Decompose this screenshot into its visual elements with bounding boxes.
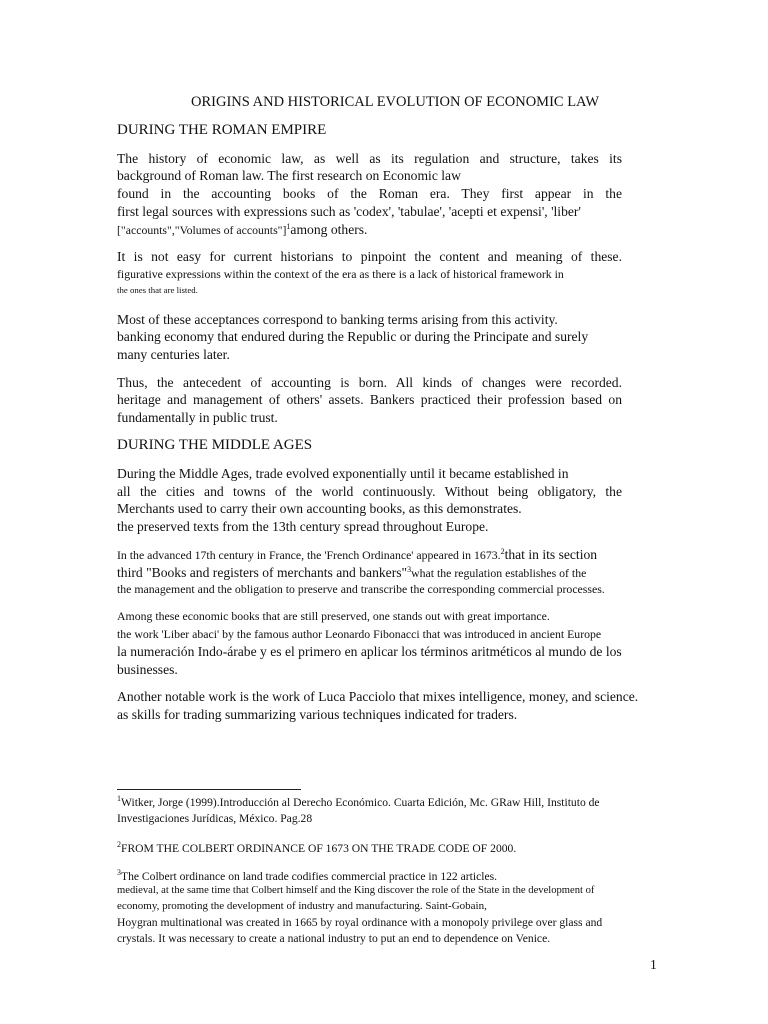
page-number: 1: [650, 957, 657, 972]
paragraph-6-line-2-end: what the regulation establishes of the: [411, 566, 587, 580]
footnote-2-text: FROM THE COLBERT ORDINANCE OF 1673 ON THE TRADE CODE OF 2000.: [121, 842, 517, 855]
paragraph-7-line-2: the work 'Liber abaci' by the famous author Leonardo Fibonacci that was introduced in ancient Europe: [117, 627, 602, 641]
paragraph-2-line-3: the ones that are listed.: [117, 285, 198, 295]
footnote-2: [117, 842, 516, 855]
roman-accounts-terms: ["accounts","Volumes of accounts"]: [117, 223, 287, 237]
paragraph-5-line-2: all the cities and towns of the world continuously. Without being obligatory, the: [117, 484, 622, 499]
french-ordinance-text: In the advanced 17th century in France, the 'French Ordinance' appeared in 1673.: [117, 548, 501, 562]
paragraph-4-line-1: Thus, the antecedent of accounting is born. All kinds of changes were recorded.: [117, 375, 622, 390]
paragraph-1-line-4: first legal sources with expressions such as 'codex', 'tabulae', 'acepti et expensi', 'liber': [117, 204, 581, 219]
footnote-3-line-5: crystals. It was necessary to create a national industry to put an end to dependence on Venice.: [117, 932, 551, 945]
footnote-1-line-1: [117, 796, 600, 809]
footnote-1-text: Witker, Jorge (1999).Introducción al Derecho Económico. Cuarta Edición, Mc. GRaw Hill, Instituto de: [121, 796, 600, 809]
paragraph-1-line-5-end: among others.: [290, 222, 368, 237]
footnote-3-line-4: Hoygran multinational was created in 1665 by royal ordinance with a monopoly privilege over glass and: [117, 916, 603, 929]
books-registers-title: third "Books and registers of merchants and bankers": [117, 565, 408, 580]
footnote-1-line-2: Investigaciones Jurídicas, México. Pag.28: [117, 812, 313, 825]
footnote-separator: [117, 789, 301, 790]
paragraph-5-line-1: During the Middle Ages, trade evolved exponentially until it became established in: [117, 466, 569, 481]
paragraph-8-line-2: as skills for trading summarizing various techniques indicated for traders.: [117, 707, 518, 722]
section-heading-middle-ages: DURING THE MIDDLE AGES: [117, 437, 313, 453]
paragraph-8-line-1: Another notable work is the work of Luca Pacciolo that mixes intelligence, money, and science.: [117, 689, 639, 704]
paragraph-6-line-3: the management and the obligation to preserve and transcribe the corresponding commercial processes.: [117, 582, 605, 596]
paragraph-7-line-3: la numeración Indo-árabe y es el primero en aplicar los términos aritméticos al mundo de los: [117, 644, 622, 659]
paragraph-5-line-3: Merchants used to carry their own accounting books, as this demonstrates.: [117, 501, 522, 516]
paragraph-1-line-2: background of Roman law. The first research on Economic law: [117, 168, 461, 183]
paragraph-6-line-1: [117, 546, 597, 564]
paragraph-3-line-2: banking economy that endured during the Republic or during the Principate and surely: [117, 329, 589, 344]
footnote-3-line-1: [117, 870, 497, 883]
footnote-3-text: The Colbert ordinance on land trade codifies commercial practice in 122 articles.: [121, 870, 497, 883]
paragraph-4-line-3: fundamentally in public trust.: [117, 410, 278, 425]
footnote-2-marker: 2: [117, 840, 121, 849]
section-heading-roman-empire: DURING THE ROMAN EMPIRE: [117, 122, 327, 138]
paragraph-6-line-1-end: that in its section: [504, 547, 598, 562]
paragraph-1-line-1: The history of economic law, as well as its regulation and structure, takes its: [117, 151, 622, 166]
paragraph-7-line-4: businesses.: [117, 662, 178, 677]
paragraph-3-line-1: Most of these acceptances correspond to banking terms arising from this activity.: [117, 312, 558, 327]
footnote-1-marker: 1: [117, 794, 121, 803]
paragraph-5-line-4: the preserved texts from the 13th century spread throughout Europe.: [117, 519, 489, 534]
paragraph-3-line-3: many centuries later.: [117, 347, 230, 362]
paragraph-4-line-2: heritage and management of others' assets. Bankers practiced their profession based on: [117, 392, 622, 407]
paragraph-6-line-2: [117, 564, 586, 582]
paragraph-2-line-2: figurative expressions within the context of the era as there is a lack of historical framework in: [117, 267, 564, 281]
footnote-3-line-3: economy, promoting the development of industry and manufacturing. Saint-Gobain,: [117, 900, 487, 912]
footnote-3-marker: 3: [117, 868, 121, 877]
paragraph-1-line-3: found in the accounting books of the Roman era. They first appear in the: [117, 186, 622, 201]
page-title: ORIGINS AND HISTORICAL EVOLUTION OF ECONOMIC LAW: [191, 94, 600, 110]
footnote-ref-2: 2: [500, 547, 505, 556]
paragraph-2-line-1: It is not easy for current historians to pinpoint the content and meaning of these.: [117, 249, 622, 264]
paragraph-7-line-1: Among these economic books that are still preserved, one stands out with great importance.: [117, 609, 550, 623]
footnote-ref-1: 1: [286, 222, 291, 231]
footnote-3-line-2: medieval, at the same time that Colbert himself and the King discover the role of the State in the development of: [117, 885, 595, 896]
footnote-ref-3: 3: [407, 565, 412, 574]
paragraph-1-line-5: [117, 221, 367, 239]
